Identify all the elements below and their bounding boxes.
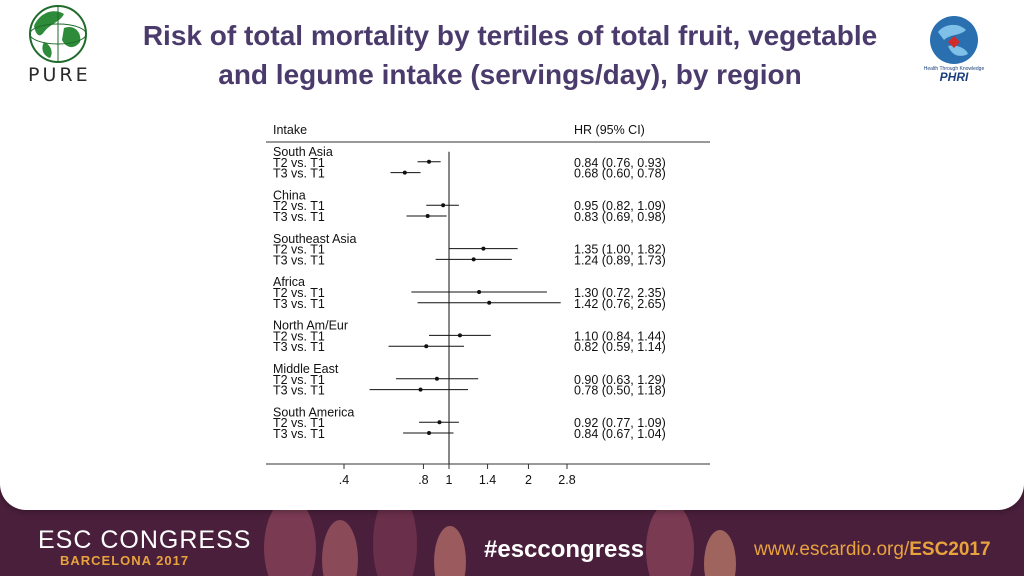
row-label: T3 vs. T1 [273,210,325,224]
hr-point [487,301,491,305]
hr-point [458,333,462,337]
footer-hashtag: #esccongress [484,536,645,563]
row-label: T2 vs. T1 [273,155,325,170]
x-tick-label: .8 [418,473,429,487]
row-label: T3 vs. T1 [273,340,325,355]
ci-text: 0.90 (0.63, 1.29) [574,372,666,387]
ci-text: 0.95 (0.82, 1.09) [574,199,666,214]
group-label: Africa [273,275,305,290]
x-tick-label: 1 [445,473,453,487]
ci-text: 0.83 (0.69, 0.98) [574,210,666,224]
hr-point [426,214,430,218]
group-label: South America [273,405,355,420]
footer-url-suffix: ESC2017 [909,539,991,560]
x-tick-label: .4 [338,473,350,487]
footer-brand: ESC CONGRESS [38,526,252,554]
row-label: T2 vs. T1 [273,242,325,257]
group-label: South Asia [273,145,333,159]
hr-point [427,160,431,164]
ci-text: 0.68 (0.60, 0.78) [574,166,666,181]
group-label: Middle East [273,362,339,376]
ci-text: 1.24 (0.89, 1.73) [574,253,666,268]
row-label: T2 vs. T1 [273,286,325,300]
row-label: T3 vs. T1 [273,383,325,398]
ci-text: 0.92 (0.77, 1.09) [574,416,666,431]
hr-point [441,203,445,207]
x-tick-label: 2.8 [558,473,576,487]
pure-logo-text: PURE [28,64,91,86]
row-label: T3 vs. T1 [273,253,325,268]
ci-text: 0.84 (0.67, 1.04) [574,427,666,441]
slide-title-line1: Risk of total mortality by tertiles of total fruit, vegetable [142,20,878,51]
x-tick-label: 1.4 [478,473,497,487]
footer-location: BARCELONA 2017 [60,553,190,568]
ci-text: 0.78 (0.50, 1.18) [574,383,666,398]
hr-point [427,431,431,435]
phri-logo-text: PHRI [939,70,969,84]
row-label: T3 vs. T1 [273,166,325,181]
ci-text: 0.84 (0.76, 0.93) [574,155,666,170]
right-column-header: HR (95% CI) [574,123,645,137]
ci-text: 1.10 (0.84, 1.44) [574,329,666,344]
forest-rows [273,145,666,441]
row-label: T3 vs. T1 [273,427,325,441]
ci-text: 1.42 (0.76, 2.65) [574,296,666,311]
row-label: T2 vs. T1 [273,372,325,387]
hr-point [472,257,476,261]
footer-url-prefix: www.escardio.org/ [754,539,910,560]
phri-logo-tagline: Health Through Knowledge [923,66,985,72]
ci-text: 1.30 (0.72, 2.35) [574,286,666,300]
hr-point [403,171,407,175]
row-label: T2 vs. T1 [273,329,325,344]
group-label: Southeast Asia [273,231,357,246]
left-column-header: Intake [273,123,308,137]
row-label: T3 vs. T1 [273,296,325,311]
x-tick-label: 2 [524,473,532,487]
row-label: T2 vs. T1 [273,199,325,214]
hr-point [437,420,441,424]
slide-title-line2: and legume intake (servings/day), by region [218,59,802,90]
group-label: China [273,188,306,203]
group-label: North Am/Eur [273,318,349,333]
footer-url [754,539,991,561]
row-label: T2 vs. T1 [273,416,325,431]
ci-text: 1.35 (1.00, 1.82) [574,242,666,257]
hr-point [481,247,485,251]
hr-point [477,290,481,294]
x-axis-ticks [339,464,576,487]
ci-text: 0.82 (0.59, 1.14) [574,340,666,355]
hr-point [435,377,439,381]
hr-point [419,388,423,392]
hr-point [424,344,428,348]
